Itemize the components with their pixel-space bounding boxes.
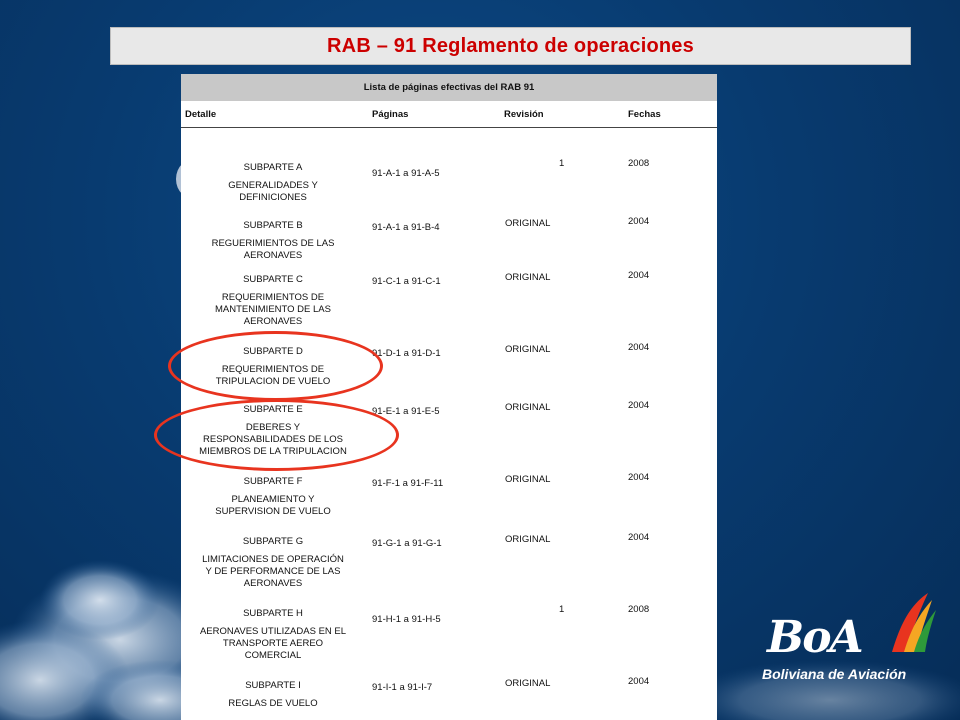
row-description-line: DEFINICIONES [239, 192, 307, 203]
column-header-revision: Revisión [504, 109, 544, 120]
row-revision: ORIGINAL [505, 474, 551, 485]
row-revision: ORIGINAL [505, 678, 551, 689]
row-description-line: MIEMBROS DE LA TRIPULACION [199, 446, 347, 457]
row-fecha: 2004 [628, 400, 650, 411]
row-description-line: TRANSPORTE AEREO [222, 638, 324, 649]
row-subparte: SUBPARTE I [245, 680, 301, 691]
row-revision: ORIGINAL [505, 344, 551, 355]
row-description-line: REQUERIMIENTOS DE [221, 292, 325, 303]
row-description-line: Y DE PERFORMANCE DE LAS [205, 566, 341, 577]
row-description-line: AERONAVES UTILIZADAS EN EL [199, 626, 347, 637]
row-description-line: LIMITACIONES DE OPERACIÓN [202, 554, 344, 565]
highlight-ellipse-subparte-d [168, 331, 383, 401]
row-subparte: SUBPARTE G [242, 536, 304, 547]
row-subparte: SUBPARTE A [243, 162, 303, 173]
row-description-line: COMERCIAL [244, 650, 302, 661]
boa-logo-text: BoA [767, 612, 862, 663]
row-paginas: 91-G-1 a 91-G-1 [372, 538, 442, 549]
row-description-line: TRIPULACION DE VUELO [215, 376, 331, 387]
row-description-line: SUPERVISION DE VUELO [215, 506, 331, 517]
row-paginas: 91-H-1 a 91-H-5 [372, 614, 441, 625]
row-description-line: REGLAS DE VUELO [228, 698, 318, 709]
row-subparte: SUBPARTE B [243, 220, 303, 231]
row-paginas: 91-D-1 a 91-D-1 [372, 348, 441, 359]
row-revision: ORIGINAL [505, 534, 551, 545]
row-paginas: 91-F-1 a 91-F-11 [372, 478, 444, 489]
row-revision: ORIGINAL [505, 402, 551, 413]
row-revision: 1 [559, 604, 565, 615]
row-fecha: 2008 [628, 604, 650, 615]
boa-logo-tagline: Boliviana de Aviación [762, 666, 907, 682]
row-description-line: DEBERES Y [245, 422, 301, 433]
row-description-line: AERONAVES [243, 578, 303, 589]
row-fecha: 2004 [628, 270, 650, 281]
row-paginas: 91-I-1 a 91-I-7 [372, 682, 433, 693]
row-paginas: 91-C-1 a 91-C-1 [372, 276, 441, 287]
column-header-paginas: Páginas [372, 109, 409, 120]
row-description-line: REGUERIMIENTOS DE LAS [211, 238, 335, 249]
row-subparte: SUBPARTE F [243, 476, 303, 487]
row-fecha: 2004 [628, 676, 650, 687]
row-description-line: AERONAVES [243, 250, 303, 261]
slide-title-bar [110, 27, 911, 65]
row-description-line: MANTENIMIENTO DE LAS [215, 304, 331, 315]
column-header-fechas: Fechas [628, 109, 661, 120]
row-subparte: SUBPARTE C [243, 274, 303, 285]
slide-title: RAB – 91 Reglamento de operaciones [327, 34, 694, 57]
row-subparte: SUBPARTE D [243, 346, 303, 357]
row-description-line: PLANEAMIENTO Y [231, 494, 315, 505]
row-fecha: 2008 [628, 158, 650, 169]
document-heading: Lista de páginas efectivas del RAB 91 [181, 74, 717, 101]
row-fecha: 2004 [628, 342, 650, 353]
row-subparte: SUBPARTE E [243, 404, 303, 415]
column-header-detalle: Detalle [185, 109, 217, 120]
row-fecha: 2004 [628, 532, 650, 543]
row-revision: 1 [559, 158, 565, 169]
row-paginas: 91-A-1 a 91-A-5 [372, 168, 440, 179]
row-paginas: 91-A-1 a 91-B-4 [372, 222, 440, 233]
row-description-line: REQUERIMIENTOS DE [221, 364, 325, 375]
row-revision: ORIGINAL [505, 218, 551, 229]
row-revision: ORIGINAL [505, 272, 551, 283]
highlight-ellipse-subparte-e [154, 399, 399, 471]
row-description-line: AERONAVES [243, 316, 303, 327]
row-description-line: GENERALIDADES Y [228, 180, 318, 191]
row-paginas: 91-E-1 a 91-E-5 [372, 406, 440, 417]
header-divider [181, 127, 717, 128]
row-fecha: 2004 [628, 216, 650, 227]
row-subparte: SUBPARTE H [243, 608, 303, 619]
row-fecha: 2004 [628, 472, 650, 483]
row-description-line: RESPONSABILIDADES DE LOS [203, 434, 343, 445]
